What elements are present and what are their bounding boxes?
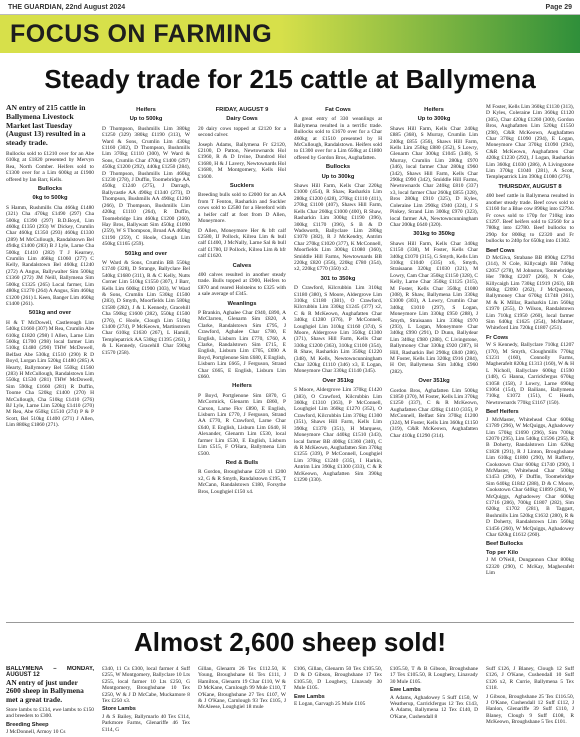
subheading: Ewe Lambs [294, 693, 325, 700]
subheading: Ewe Lambs [390, 687, 421, 694]
paragraph: Breeding bulls sold to £2000 for an AA from T Fenton, Rasharkin and Suckler cows sold to £2580 for a Hereford with a heifer calf at foot from D Allen, Moneymore. [198, 192, 286, 225]
paragraph: M Foster, Kells Lim 360kg £1130 (313), D Kyles, Coleraine Lim 360kg £1120 (305), Char 420kg £1260 (300), Gordon Bros, Aughafatten Lim 520kg £1550 (298), C&R McKeown, Aughafatten Char 370kg £1090 (294), E Logan, Moneymore Char 370kg £1090 (294), C&R McKeown, Aughafatten Char 420kg £1230 (292), J Logan, Rasharkin Lim 360kg £1030 (286), A Livingstone Lim 370kg £1040 (281), A Scott, Templepatrick Lim 390kg £1080 (276). [486, 104, 574, 181]
paragraph: D Crawford, Kilcrubbin Lim 310kg £1180 (380), S Moore, Aldergrove Lim 310kg £1180 (381), O Crawford, Kilcrubbin Lim 330kg £1245 (377) x2, C & R McKeown, Aughafatten Char 340kg £1280 (376), P McConnell, Loughgiel Lim 310kg £1160 (374), S Moore, Aldergrove Lim 350kg £1300 (371), Shaws Hill Farm, Kells Char 330kg £1200 (363), 310kg £1100 (354), R Shaw, Rasharkin Lim 350kg £1220 (348), M Kells, Newtowncunningham Char 320kg £1110 (346) x3, E Logan, Moneymore Char 330kg £1140 (345). [294, 285, 382, 375]
paragraph: D Thompson, Bushmills Lim 380kg £1250 (329) 380kg £1190 (313), W Ward & Sons, Crumlin Lim 430kg £1160 (302), D Thompson, Bushmills Lim 370kg £1110 (300), W Ward & Sons, Crumlin Char 470kg £1400 (297) 450kg £1200 (292), 440kg £1250 (284), D Thompson, Bushmills Lim 460kg £1230 (278), J Duffin, Toomebridge AA 450kg £1240 (275), J Darragh, Ballycastle AA 490kg £1340 (273), D Thompson, Bushmills AA 490kg £1260 (266), D Thompson, Bushmills Lim 420kg £1110 (264), R Duffin, Toomebridge Lim 460kg £1200 (260), Hay Bros, Ballywatt Sim 450kg £1090 (259), W S Thompson, Broad AA 460kg £1190 (259), C Hoole, Clough Lim 450kg £1165 (259). [102, 125, 190, 248]
subheading: Fr Cows [486, 334, 509, 341]
section-title: FOCUS ON FARMING [10, 19, 273, 48]
sheep-article-body [6, 666, 574, 736]
subheading: Store Lambs [102, 706, 136, 713]
sheep-column-4 [294, 666, 382, 736]
paragraph: D McGiva, Strabane BB 890kg £2794 (314), N Cole, Killycaigh BB 740kg £2057 (278), M Johnston, Toomebridge Her 780kg £2207 (266), N Cole, Killycaigh Lim 730kg £1919 (263), BB 860kg £2090 (262), J McQueston, Ballymoney Char 670kg £1748 (261), M & K Millar, Rasharkin Lim 560kg £1970 (255), D Wilson, Randalstown Lim 710kg £1950 (260), local farmer Sim 640kg £1625 (254), McMaster, Whiteford Lim 720kg £1807 (251). [486, 254, 574, 332]
page-header [0, 0, 580, 15]
publication-date: THE GUARDIAN, 22nd August 2024 [8, 3, 126, 11]
article-body [6, 104, 574, 618]
article-column-1 [6, 104, 94, 618]
sheep-column-2 [102, 666, 190, 736]
subheading: Breeding Sheep [6, 721, 49, 728]
subheading: Up to 500kg [129, 116, 163, 123]
banner-gradient [280, 15, 580, 53]
paragraph: Shaws Hill Farm, Kells Char 240kg £885 (368), S Murray, Crumlin Lim 240kg £855 (356), Shaws Hill Farm, Kells Lim 250kg £880 (352), S Lowry, Glenarm Char 300kg £1045 (348), S Murray, Crumlin Lim 280kg £970 (346), local farmer Char 280kg £960 (342), Shaws Hill Farm, Kells Char 290kg £990 (342), Smiddle Hill Farms, Newtownards Char 240kg £810 (337) x3, local farmer Char 260kg £855 (328), Bros 280kg £910 (325), D Kyles, Coleraine Lim 290kg £940 (324), J S Pinkey, Strand Lim 300kg £970 (323), local farmer AA, Newtowncunningham Char 200kg £640 (320). [390, 125, 478, 228]
subheading: 501kg and over [124, 250, 168, 257]
paragraph: A great entry of 330 weanlings at Ballymena resulted in a terrific trade. Bullocks sold to £1670 over for a Char 460kg at £1510 presented by H McCullough, Randalstown. Heifers sold to £1300 over for a Lim 650kg at £1800 offered by Gordon Bros, Aughafatten. [294, 116, 382, 161]
subheading: Calves [232, 262, 252, 269]
paragraph: 20 dairy cows topped at £2120 for a second calver. [198, 125, 286, 139]
subheading: Sucklers [229, 183, 255, 190]
paragraph: Shaws Hill Farm, Kells Char 220kg £1000 (454), R Shaw, Rasharkin Lim 280kg £1200 (428), 270kg £1110 (411), 270kg £1100 (407), Shaws Hill Farm, Kells Char 260kg £1000 (400), R Shaw, Rasharkin Lim 300kg £1190 (396), 300kg £1170 (396), S B & D Wadsworth, Ballyclare Lim 280kg £1070 (382), R J McKendry, Antrim Char 270kg £1020 (377), K McConnell, Moorfields Lim 300kg £1080 (360), Smiddle Hill Farms, Newtownards BB 220kg £820 (356), 220kg £780 (354), x2, 220kg £770 (350) x2. [294, 183, 382, 273]
sheep-column-6 [486, 666, 574, 736]
paragraph: Gordon Bros, Aghafatten Lim 500kg £1850 (370), M Foster, Kells Lim 370kg £1250 (337), C & R McKeown, Aughafatten Char 420kg £1410 (335), P McConnell, Belfast Sim 370kg £1200 (324), M Foster, Kells Lim 360kg £1150 (319), C&R McKeown, Aughafatten Char 410kg £1290 (314). [390, 387, 478, 439]
paragraph: S Hamm, Rushmills Cha 466kg £1480 (321) Cha 470kg £1490 (297) Cha 500kg £1390 (297) B.D.Boyd, Lim 460kg £1350 (293) W Dickey, Crumlin Char 460kg £1350 (293) 460kg £1330 (289) M McCullough, Randalstown Bel 494kg £1400 (283) B J Lyle, Larne Cha 500kg £1410 (282) T J Kearney, Crumlin Lim 468kg £1060 (277) C Kelly, Randalstown Bel 460kg £1240 (272) A Angus, Ballywalter Sim 500kg £1360 (272) JM Neill, Ballymena Sim 500kg £1325 (265) Local farmer, Lim 480kg £1270 (264) A Angus, Sim 460kg £1200 (261) L Keen, Banger Lim 460kg £1400 (261). [6, 204, 94, 307]
paragraph: P Boyd, Portglenone Sim £870, G McCormick, Glenarm Lim £860, P Carson, Larne Fkv £890, E English, Lisburn Lim £770, J Ferguson, Strand AA £770, R Crawford, Larne Char £640, E English, Lisburn Lim £640, H Alexander, Glenarm Lim £530, local farmer Lim £530, E English, Lisburn Lim £515, F O'Hara, Ballymena Lim £500. [198, 392, 286, 457]
dateline: BALLYMENA – MONDAY, AUGUST 12 [6, 666, 94, 679]
sheep-column-5 [390, 666, 478, 736]
subheading: Beef Cows [486, 247, 515, 254]
subheading: Top per Kilo [486, 549, 519, 556]
subheading: Up to 300kg [417, 116, 451, 123]
paragraph: J Gibson, Broughshane 25 Tex £116.50, J O'Kane, Cushendall 12 Suff £112, J Hanlon, Glenariffe 39 Suff £110, J Blaney, Clough 9 Suff £108, R McKeown, Broughshane 5 Tex £101. [486, 693, 574, 726]
article-headline-sheep: Almost 2,600 sheep sold! [133, 627, 447, 657]
section-banner [0, 15, 580, 53]
subheading: Red & Bulls [225, 459, 259, 466]
article-lead: AN entry of just under 2600 sheep in Ballymena met a great trade. [6, 677, 84, 704]
subheading: Over 351kg [322, 377, 354, 384]
paragraph: Store lambs to £134, ewe lambs to £150 and breeders to £300. [6, 707, 94, 720]
paragraph: £340, 11 Cs £300, local farmer 4 Suff £255, W Montgomery, Ballyclare 10 Lts £255, local farmer 10 Lts £250, G Montgomery, Broughshane 10 Tex £250, W & J D McCabe, Muckamore 8 Tex £250 x3. [102, 666, 190, 705]
paragraph: H & T McDowell, Castlereagh Lim 540kg £1660 (307) M Rea, Crumlin Abe 610kg £1820 (298) I Allen, Larne Lim 560kg £1700 (298) local farmer Lim 510kg £1480 (290) THW McDowell, Belfast Abe 530kg £1510 (290) R D Boyd, Lurgan Lim 520kg £1480 (285) A Hearty, Ballymoney Bel 550kg £1560 (283) H McCullough, Randalstown Lim 550kg £1530 (281) THW McDowell, Sim 590kg £1660 (281) R Duffin, Toome Cha 520kg £1400 (270) H McCullough, Cha 510kg £1410 (276) BJ Lyle, Larne Lim 520kg £1410 (270) M Rea, Abe 650kg £1510 (274) P & P Scott, Bel 510kg £1400 (271) J Allen, Lim 880kg £1860 (271). [6, 319, 94, 429]
paragraph: A Adams, Aghadowey 5 Suff £150, W Weatherup, Carrickfergus 12 Tex £143, A Adams, Ballymena 12 Tex £140, D O'Kane, Cushendall 8 [390, 694, 478, 720]
subheading: Heifers [424, 107, 444, 113]
paragraph: Gillan, Glenarm 26 Tex £112.50, K Young, Broughshane 61 Tex £111, J Hamilton, Glenarm 19 Char £110, W & D McKane, Carnlough 99 Mule £110, T O'Kane, Broughshane 27 Tex £107, W & J O'Kane, Carnlough 93 Tex £105, J McAleese, Loughgiel 18 mule [198, 666, 286, 711]
subheading: 301kg to 350kg [413, 231, 455, 238]
subheading: Fat Cows [325, 107, 351, 113]
paragraph: P Brankin, Aghalee Char £940, £890, A McClarren, Glenarm Sim £820, A Clarke, Randalstown Sim £795, J Crawford, Aghalee Char £780, E English, Lisburn Lim £770, £760, A Clarke, Randalstown Sim £715, E English, Lisburn Lim £705, £690 A Boyd, Portglenone Sim £680, E English, Lisburn Lim £665, J Ferguson, Strand Char £665, E English, Lisburn Lim £660. [198, 309, 286, 381]
paragraph: J McMaster, Whitehead Char 600kg £1789 (296), W McQuiggs, Aghadowey Lim 570kg £1690 (296), Sim 700kg £2070 (295), Lim 540kg £1596 (295), R B Doherty, Randalstown Lim 620kg £1828 (291), R J Linton, Broughshane Lim 610kg £1800 (290), M Rafferty, Cookstown Char 600kg £1740 (290), I McMaster, Whitehead Char 500kg £1453 (290), F Duffin, Toomebridge Sim 640kg £1842 (288), D & C Moore, Cookstown Char 640kg £1899 (284), W McQuiggs, Aghadowey Char 600kg £1716 (286), 700kg £1807 (282), Sim 620kg £1702 (281), B Taggart, Bushmills Lim 520kg £1632 (280), R & D Doherty, Randalstown Lim 560kg £1456 (260), W McQuiggs, Aghadowey Char 620kg £1612 (260). [486, 416, 574, 538]
article-column-3 [198, 104, 286, 618]
paragraph: W S Kennedy, Ballyclare 710kg £1207 (170), M Smyth, Cloughmills 770kg £1231 (160), Connolly Farms, Magherafelt 820kg £1313 (160), W & H L Nicholl, Ballyclare 600kg £1590 (148), G Hanna, Carrickfergus 670kg £1058 (158), J Lowry, Larne 690kg £1064 (154), D Bailians, Ballymena 710kg £1072 (151), C Heath, Newtownards 770kg £1167 (150). [486, 342, 574, 406]
sheep-column-1 [6, 666, 94, 736]
subheading: 0kg to 500kg [32, 195, 68, 202]
subheading: Beef Bullocks [486, 541, 523, 548]
paragraph: W Ward & Sons, Crumlin BB 550kg £1740 (328), D Strange, Ballyclare Bel 540kg £1680 (311), R & C Kelly, Nutts Corner Lim 510kg £1550 (307), J Barr, Kells Lim 600kg £1900 (303), W Ward & Sons, Crumlin Lim 530kg £1500 (283), D Smyth, Moorfields Lim 580kg £1580 (282), J & L Kennedy, Gracehill Cha 590kg £1600 (282), 550kg £1500 (276), C Hoole, Clough Lim 510kg £1400 (274), P McKeown, Martinstown Char 610kg £1630 (267), L Hamill, Templepatrick AA 530kg £1395 (263), J & L Kennedy, Gracehill Char 590kg £1570 (258). [102, 259, 190, 356]
paragraph: 400 calves resulted in another steady trade. Bulls topped at £900, Heifers to £870 and reared Holsteins to £325 with a sale average of £345. [198, 271, 286, 298]
paragraph: D Allen, Moneymore Her & bft calf £2580, IJ Pollock, Kilrea Lim & bull calf £1400, J McNally, Larne Sal & bull calf £1780, IJ Pollock, Kilrea Lim & hfr calf £1620. [198, 227, 286, 260]
paragraph: Joseph Adams, Ballymena Fr £2120, £2100, D Patton, Newtownards Hol £1960, R & D Irvine, Dundrod Hol £1680, H & J Lavery, Newtownards Hol £1680, M Montgomery, Kells Hol £1600. [198, 141, 286, 180]
subheading: Beef Heifers [486, 409, 519, 416]
paragraph: E Logan, Garvagh 25 Mule £105 [294, 701, 366, 708]
article-column-5 [390, 104, 478, 618]
paragraph: £105.50, T & B Gibson, Broughshane 17 Tex £105.50, R Loughery, Linavady 30 Mule £105. [390, 666, 478, 685]
article-headline: Steady trade for 215 cattle at Ballymena [44, 64, 536, 94]
subheading: 501kg and over [28, 310, 72, 317]
subheading: FRIDAY, AUGUST 9 [215, 107, 269, 113]
subheading: Up to 300kg [321, 173, 355, 180]
paragraph: Suff £126, J Blaney, Clough 12 Suff £126, J O'Kane, Cushendall 10 Suff £126 x2, R Currie, Ballymena 5 Tex £118. [486, 666, 574, 692]
paragraph: R Gordon, Broughshane £220 x1 £200 x2, G & R Smyth, Randalstown £195, T McCann, Randalstown £180, Forsythe Bros, Loughgiel £150 x4. [198, 469, 286, 495]
article-lead: AN entry of 215 cattle in Ballymena Livestock Market last Tuesday (August 13) resulted in a steady trade. [6, 104, 86, 148]
paragraph: £106, Gillan, Glenarm 50 Tex £105.50, D & D Gibson, Broughshane 17 Tex £105.50, D Loughery, Linavady 30 Mule £105. [294, 666, 382, 692]
subheading: Weanlings [227, 300, 257, 307]
subheading: Heifers [136, 107, 156, 113]
article-column-4 [294, 104, 382, 618]
subheading: 301 to 350kg [320, 275, 356, 282]
paragraph: J & S Bailey, Ballymarlo 40 Tex £114, Parkmore Farms, Glenariffe 46 Tex £114, G [102, 713, 190, 733]
paragraph: 400 beef cattle in Ballymena resulted in another steady trade. Beef cows sold to £1160 for a Blue cow 890kg into £2794. Fr cows sold to 170p for 710kg into £1297. Beef heifers sold to £2560 for a 780kg into £2780. Beef bullocks to 290p for 800kg to £2320 and Fr bullocks to 240p for 650kg into £1302. [486, 193, 574, 245]
paragraph: J McDonnell, Armoy 10 Cs [6, 729, 66, 736]
paragraph: Shaws Hill Farm, Kells Char 340kg £1150 (338), M Foster, Kells Char 340kg £1070 (315), G Smyth, Kells Lim 310kg £1040 (335) x6, Smyth, Straisaann 320kg £1030 (321), M Lowry, Cam Char 350kg £1150 (328), C Kelly, Larne Char 350kg £1125 (315), M Foster, Kells Char 350kg £1080 (308), R Shaw, Ballymena Lim 330kg £1000 (303), A Lowry, Crumlin Char 340kg £1010 (297), S Logan, Moneymore Lim 330kg £950 (288), J Smyth, Straisaann Lim 330kg £970 (293), L Logan, Moneymore Char 340kg £990 (291), D Dunn, Ballydear Lim 340kg £980 (288), C Livingstone, Ballymoney Char 330kg £920 (287), H Hill, Rasharkin Bel 290kg £840 (286), M Foster, Kells Lim 320kg £916 (284), H Orr, Ballymena Sim 340kg £960 (282). [390, 240, 478, 375]
subheading: Bullocks [325, 164, 351, 171]
subheading: Heifers [232, 383, 252, 390]
paragraph: Bullocks sold to £1210 over for an Abe 610kg at £1820 presented by Mervyn Rea, North Comber. Heifers sold to £1300 over for a Lim 600kg at £1900 offered by Ian Barr, Kells. [6, 150, 94, 183]
paragraph: J M O'Neill, Dungannon Char 800kg £2320 (290), C McKay, Magherafelt Lim [486, 557, 574, 577]
subheading: Bullocks [37, 186, 63, 193]
article-column-2 [102, 104, 190, 618]
paragraph: S Moore, Aldergrove Lim 370kg £1420 (383), O Crawford, Kilcrubbin Lim 360kg £1310 (363), P McConnell, Loughgiel Lim 360kg £1270 (352), O Crawford, Kilcrubbin Lim 370kg £1300 (351), Shaws Hill Farm, Kells Lim 390kg £1370 (351), H Marquess, Moneymore Char 440kg £1510 (343), local farmer BB 400kg £1360 (340), C & R McKeown, Aughafatten Sim 370kg £1255 (339), P McConnell, Loughgiel Lim 370kg £1240 (335), I Harkin, Antrim Lim 390kg £1300 (333), C & R McKeown, Aughafatten Sim 390kg £1290 (330). [294, 387, 382, 483]
subheading: THURSDAY, AUGUST 8 [498, 183, 562, 190]
page-number: Page 29 [545, 3, 572, 11]
subheading: Over 351kg [418, 378, 450, 385]
article-column-6 [486, 104, 574, 618]
section-divider [6, 622, 574, 623]
subheading: Dairy Cows [226, 116, 258, 123]
sheep-column-3 [198, 666, 286, 736]
